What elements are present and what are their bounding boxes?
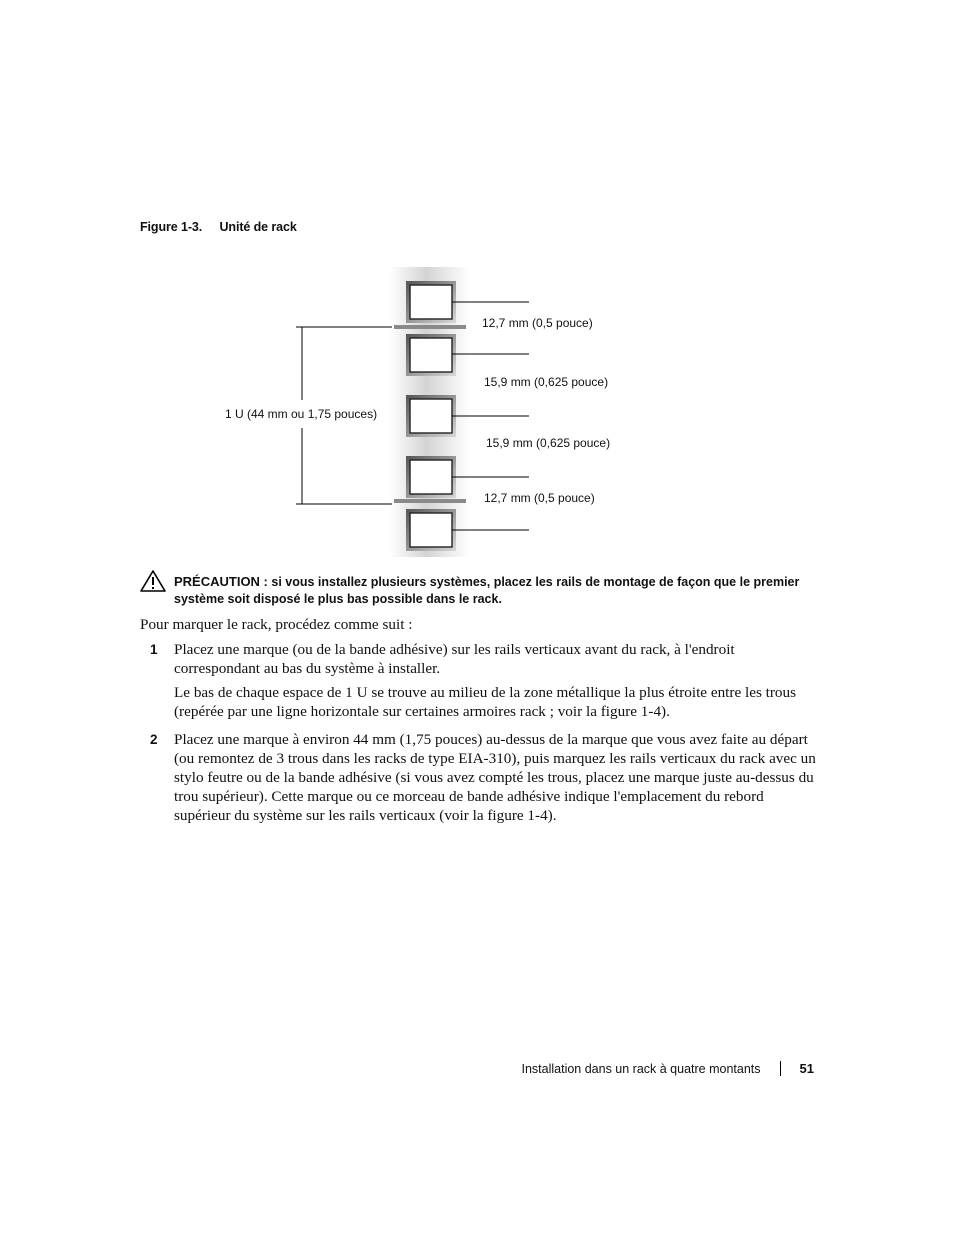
rack-hole-4 bbox=[406, 456, 456, 498]
caution-body: si vous installez plusieurs systèmes, placez les rails de montage de façon que le premier système soit disposé le plus bas possible dans le rack. bbox=[174, 575, 800, 606]
rack-hole-3 bbox=[406, 395, 456, 437]
step-number-1: 1 bbox=[150, 642, 158, 657]
page-footer bbox=[521, 1061, 814, 1076]
footer-divider bbox=[780, 1061, 781, 1076]
figure-title: Unité de rack bbox=[219, 220, 297, 234]
rack-hole-1 bbox=[406, 281, 456, 323]
u-height-label: 1 U (44 mm ou 1,75 pouces) bbox=[225, 407, 378, 421]
step-number-2: 2 bbox=[150, 732, 158, 747]
dimension-label-2: 15,9 mm (0,625 pouce) bbox=[484, 375, 609, 389]
figure-number: Figure 1-3. bbox=[140, 220, 203, 234]
intro-paragraph: Pour marquer le rack, procédez comme suit : bbox=[140, 616, 413, 633]
rack-unit-diagram bbox=[0, 0, 954, 600]
u-boundary-top bbox=[394, 325, 466, 329]
dimension-label-1: 12,7 mm (0,5 pouce) bbox=[482, 316, 593, 330]
rack-hole-2 bbox=[406, 334, 456, 376]
page-number: 51 bbox=[799, 1061, 814, 1076]
step-2-text: Placez une marque à environ 44 mm (1,75 pouces) au-dessus de la marque que vous avez faite au départ (ou remontez de 3 trous dans les racks de type EIA-310), puis marquez les rails verticaux du rack avec un stylo feutre ou de la bande adhésive (si vous avez compté les trous, placez une marque juste au-dessus du trou supérieur). Cette marque ou ce morceau de bande adhésive indique l'emplacement du rebord supérieur du système sur les rails verticaux (voir la figure 1-4). bbox=[174, 731, 816, 824]
dimension-label-4: 12,7 mm (0,5 pouce) bbox=[484, 491, 595, 505]
step-1-note: Le bas de chaque espace de 1 U se trouve au milieu de la zone métallique la plus étroite entre les trous (repérée par une ligne horizontale sur certaines armoires rack ; voir la figure 1-4). bbox=[174, 684, 797, 720]
rack-hole-5 bbox=[406, 509, 456, 551]
caution-heading: PRÉCAUTION : bbox=[174, 574, 268, 589]
dimension-label-3: 15,9 mm (0,625 pouce) bbox=[486, 436, 611, 450]
step-1-text: Placez une marque (ou de la bande adhésive) sur les rails verticaux avant du rack, à l'endroit correspondant au bas du système à installer. bbox=[174, 641, 735, 677]
footer-section-title: Installation dans un rack à quatre montants bbox=[521, 1061, 761, 1076]
u-boundary-bottom bbox=[394, 499, 466, 503]
caution-text bbox=[174, 574, 814, 607]
warning-triangle-icon bbox=[140, 570, 166, 592]
